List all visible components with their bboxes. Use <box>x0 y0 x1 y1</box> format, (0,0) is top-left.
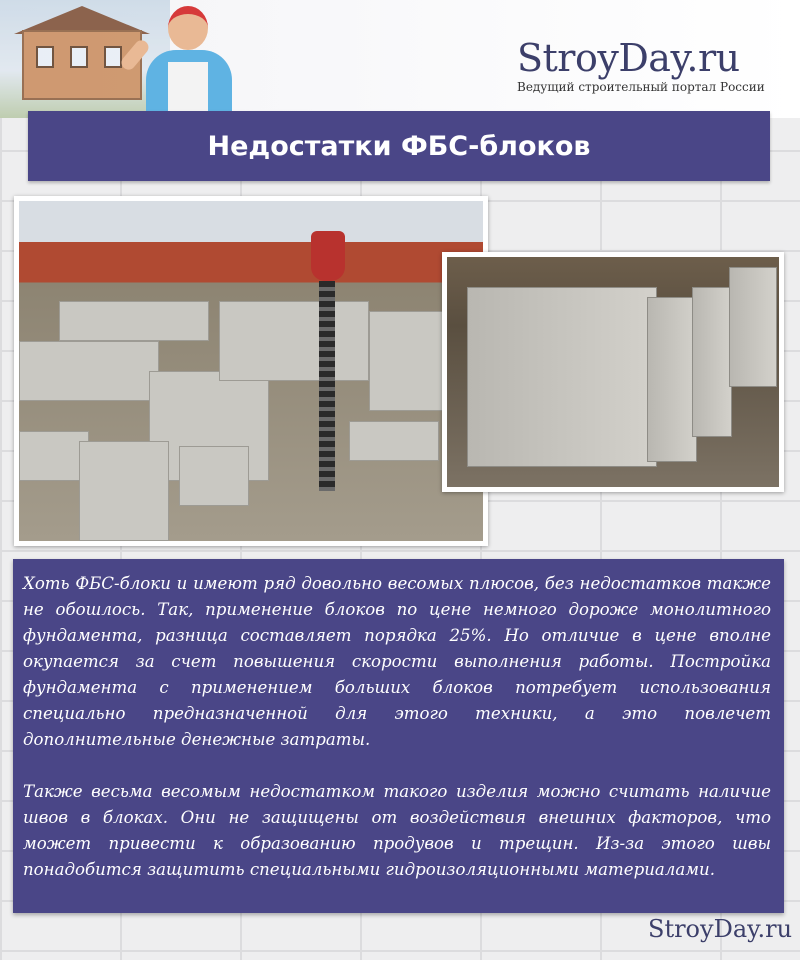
paragraph: Также весьма весомым недостатком такого изделия можно считать наличие швов в блоках. Они не защищены от воздействия внешних факторов, что может привести к образованию продувов и трещин. Из-за этого швы понадобится защитить специальными гидроизоляционными материалами. <box>23 782 771 879</box>
concrete-block <box>219 301 369 381</box>
crane-chain <box>319 281 335 491</box>
house-window <box>36 46 54 68</box>
logo-part-2: Day.ru <box>618 36 740 80</box>
title-banner <box>28 111 770 181</box>
page-title: Недостатки ФБС-блоков <box>207 130 591 162</box>
concrete-slab <box>467 287 657 467</box>
fbs-blocks-photo <box>442 252 784 492</box>
concrete-slab <box>729 267 777 387</box>
concrete-block <box>19 341 159 401</box>
concrete-block <box>59 301 209 341</box>
logo-part-1: Stroy <box>517 36 619 80</box>
footer-logo-part-1: Stroy <box>648 915 714 943</box>
site-tagline: Ведущий строительный портал России <box>517 80 765 94</box>
builder-apron <box>168 62 208 114</box>
crane-hook <box>311 231 345 281</box>
builder-head <box>168 6 208 50</box>
concrete-slab <box>647 297 697 462</box>
builder-illustration <box>118 4 248 114</box>
concrete-block <box>349 421 439 461</box>
concrete-block <box>179 446 249 506</box>
concrete-block <box>79 441 169 541</box>
foundation-photo <box>14 196 488 546</box>
content-box <box>13 559 784 913</box>
site-logo[interactable] <box>517 36 740 80</box>
fbs-blocks-photo-image <box>447 257 779 487</box>
concrete-block <box>369 311 449 411</box>
foundation-photo-image <box>19 201 483 541</box>
paragraph: Хоть ФБС-блоки и имеют ряд довольно весомых плюсов, без недостатков также не обошлось. Так, применение блоков по цене немного дороже монолитного фундамента, разница составляет порядка 25%. Но отличие в цене вполне окупается за счет повышения скорости выполнения работы. Постройка фундамента с применением больших блоков потребует использования специально предназначенной для этого техники, а это повлечет дополнительные денежные затраты. <box>23 574 771 749</box>
house-window <box>70 46 88 68</box>
concrete-slab <box>692 287 732 437</box>
footer-logo[interactable] <box>648 915 792 943</box>
builder-arm <box>119 37 152 72</box>
footer-logo-part-2: Day.ru <box>713 915 793 943</box>
